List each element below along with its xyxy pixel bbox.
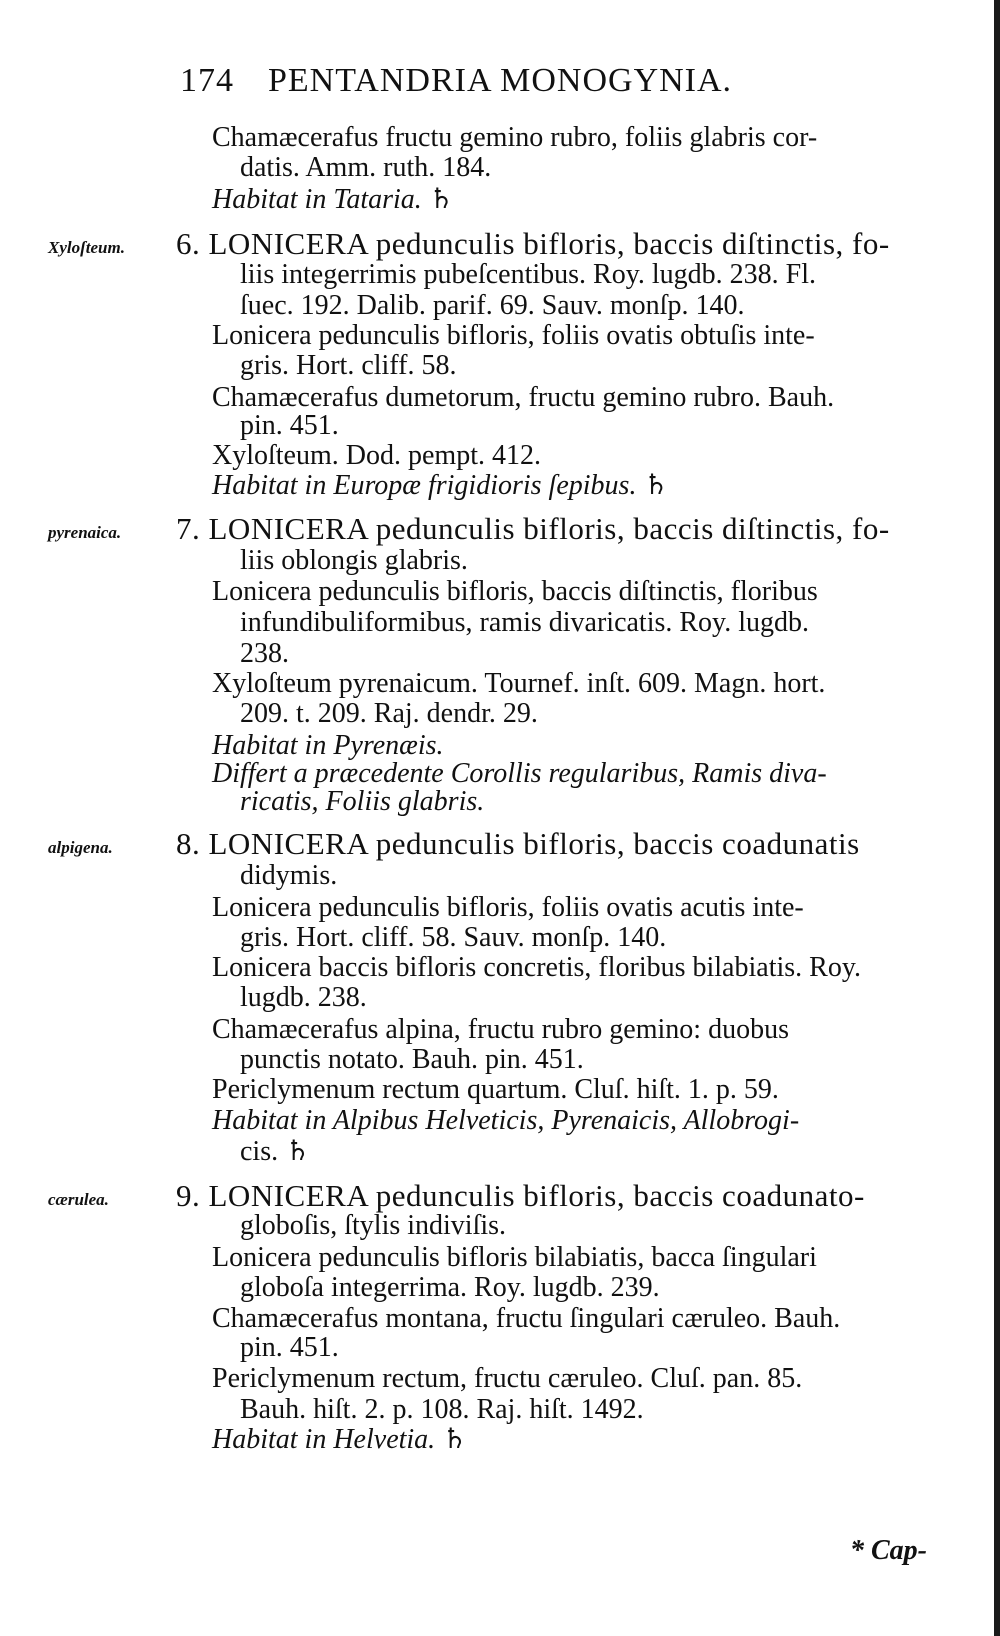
text-line [0, 668, 1000, 700]
text-line [0, 152, 1000, 184]
text-line [0, 122, 1000, 154]
line-text: Habitat in Alpibus Helveticis, Pyrenaicis, Allobrogi- [212, 1105, 800, 1136]
line-text: gris. Hort. cliff. 58. Sauv. monſp. 140. [240, 922, 667, 953]
text-line [0, 228, 1000, 260]
text-line [0, 786, 1000, 818]
text-line [0, 638, 1000, 670]
line-text: liis oblongis glabris. [240, 545, 468, 576]
line-text: Periclymenum rectum quartum. Cluſ. hiſt. 1. p. 59. [212, 1074, 779, 1105]
line-text: Habitat in Helvetia. ♄ [212, 1424, 468, 1455]
text-line [0, 1394, 1000, 1426]
text-line [0, 545, 1000, 577]
line-text: 6. LONICERA pedunculis bifloris, baccis diſtinctis, fo- [176, 226, 890, 261]
running-header [180, 62, 880, 100]
line-text: pin. 451. [240, 1332, 339, 1363]
text-line [0, 922, 1000, 954]
line-text: pin. 451. [240, 410, 339, 441]
line-text: 238. [240, 638, 289, 669]
line-text: Chamæcerafus fructu gemino rubro, foliis glabris cor- [212, 122, 818, 153]
line-text: ricatis, Foliis glabris. [240, 786, 485, 817]
line-text: Lonicera pedunculis bifloris bilabiatis, bacca ſingulari [212, 1242, 817, 1273]
text-line [0, 576, 1000, 608]
text-line [0, 1303, 1000, 1335]
text-line [0, 1332, 1000, 1364]
margin-species-name: alpigena. [48, 838, 113, 857]
catchword: * Cap- [850, 1535, 927, 1566]
text-line [0, 607, 1000, 639]
line-text: infundibuliformibus, ramis divaricatis. Roy. lugdb. [240, 607, 810, 638]
text-line [0, 1105, 1000, 1137]
text-line [0, 1242, 1000, 1274]
text-line [0, 1180, 1000, 1212]
line-text: Habitat in Pyrenæis. [212, 730, 444, 761]
running-head-title: PENTANDRIA MONOGYNIA. [268, 62, 733, 99]
text-line [0, 982, 1000, 1014]
text-line [0, 320, 1000, 352]
margin-species-name: pyrenaica. [48, 523, 122, 542]
line-text: 9. LONICERA pedunculis bifloris, baccis coadunato- [176, 1178, 865, 1213]
line-text: liis integerrimis pubeſcentibus. Roy. lugdb. 238. Fl. [240, 259, 817, 290]
page-edge-shadow [994, 0, 1000, 1636]
line-text: Lonicera baccis bifloris concretis, floribus bilabiatis. Roy. [212, 952, 862, 983]
text-line [0, 698, 1000, 730]
line-text: Habitat in Tataria. ♄ [212, 184, 454, 215]
text-line [0, 350, 1000, 382]
line-text: Xyloſteum pyrenaicum. Tournef. inſt. 609. Magn. hort. [212, 668, 826, 699]
text-line [0, 952, 1000, 984]
text-line [0, 1136, 1000, 1168]
line-text: Periclymenum rectum, fructu cæruleo. Cluſ. pan. 85. [212, 1363, 803, 1394]
text-line [0, 1014, 1000, 1046]
text-line [0, 1210, 1000, 1242]
line-text: 209. t. 209. Raj. dendr. 29. [240, 698, 538, 729]
line-text: Chamæcerafus alpina, fructu rubro gemino: duobus [212, 1014, 789, 1045]
line-text: Lonicera pedunculis bifloris, baccis diſtinctis, floribus [212, 576, 818, 607]
line-text: globoſis, ſtylis indiviſis. [240, 1210, 507, 1241]
text-line [0, 290, 1000, 322]
text-line [0, 259, 1000, 291]
line-text: gris. Hort. cliff. 58. [240, 350, 457, 381]
line-text: Lonicera pedunculis bifloris, foliis ovatis acutis inte- [212, 892, 804, 923]
text-line [0, 828, 1000, 860]
text-line [0, 470, 1000, 502]
text-line [0, 1044, 1000, 1076]
line-text: datis. Amm. ruth. 184. [240, 152, 492, 183]
margin-species-name: Xyloſteum. [48, 238, 125, 257]
line-text: punctis notato. Bauh. pin. 451. [240, 1044, 584, 1075]
line-text: globoſa integerrima. Roy. lugdb. 239. [240, 1272, 660, 1303]
line-text: 8. LONICERA pedunculis bifloris, baccis coadunatis [176, 826, 860, 861]
line-text: ſuec. 192. Dalib. parif. 69. Sauv. monſp. 140. [240, 290, 745, 321]
margin-species-name: cærulea. [48, 1190, 109, 1209]
text-line [0, 410, 1000, 442]
line-text: Lonicera pedunculis bifloris, foliis ovatis obtuſis inte- [212, 320, 815, 351]
line-text: Differt a præcedente Corollis regularibus, Ramis diva- [212, 758, 827, 789]
text-line [0, 184, 1000, 216]
text-line [0, 1424, 1000, 1456]
line-text: Chamæcerafus dumetorum, fructu gemino rubro. Bauh. [212, 382, 835, 413]
line-text: Bauh. hiſt. 2. p. 108. Raj. hiſt. 1492. [240, 1394, 644, 1425]
text-line [0, 440, 1000, 472]
line-text: lugdb. 238. [240, 982, 367, 1013]
line-text: Habitat in Europæ frigidioris ſepibus. ♄ [212, 470, 669, 501]
text-line [0, 1272, 1000, 1304]
line-text: didymis. [240, 860, 338, 891]
line-text: cis. ♄ [240, 1136, 311, 1167]
text-line [0, 860, 1000, 892]
text-line [0, 1074, 1000, 1106]
text-line [0, 892, 1000, 924]
text-line [0, 1363, 1000, 1395]
line-text: 7. LONICERA pedunculis bifloris, baccis diſtinctis, fo- [176, 511, 890, 546]
line-text: Chamæcerafus montana, fructu ſingulari cæruleo. Bauh. [212, 1303, 841, 1334]
line-text: Xyloſteum. Dod. pempt. 412. [212, 440, 541, 471]
text-line [0, 513, 1000, 545]
page-number: 174 [180, 62, 234, 99]
